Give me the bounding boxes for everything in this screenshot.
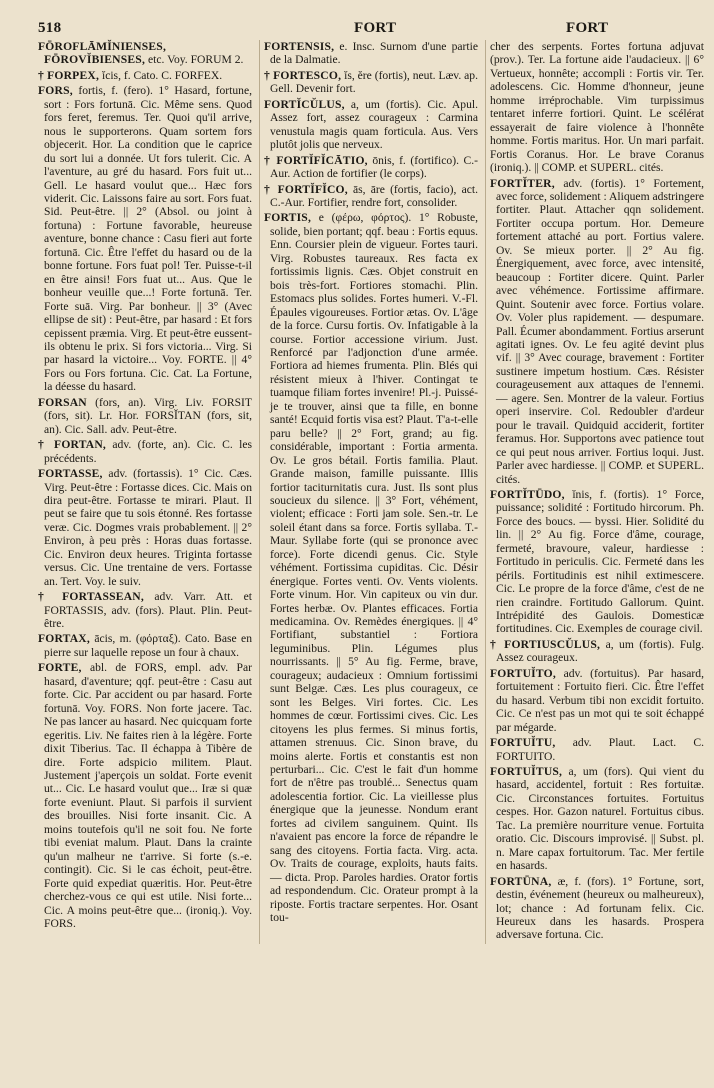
entry-headword: FORTIS,: [264, 211, 312, 225]
entry-text: a, um (fors). Qui vient du hasard, accidentel, fortuit : Res fortuitæ. Cic. Circonstances fortuites. Fortuitus cespes. Hor. Gazon naturel. Fortuitus cibus. Tac. La première nourriture venue. Fortuita oratio. Cic. Discours improvisé. || Subst. pl. n. Mare capax fortuitorum. Tac. Mer fertile en hasards.: [496, 765, 705, 873]
entry-text: adv. Varr. Att. et FORTASSIS, adv. (fors). Plaut. Plin. Peut-être.: [44, 590, 252, 631]
column-right: [485, 40, 704, 944]
entry-text: adv. (fortuitus). Par hasard, fortuitement : Fortuito fieri. Cic. Être l'effet du hasard. Verbum tibi non excidit fortuito. Cic. Ce n'est pas un mot qui te soit échappé par mégarde.: [496, 666, 704, 734]
entry-headword: FORS,: [38, 84, 73, 98]
dictionary-entry: [490, 177, 704, 486]
entry-text: adv. Plaut. Lact. C. FORTUITO.: [496, 736, 704, 763]
entry-text: ĭs, ĕre (fortis), neut. Læv. ap. Gell. Devenir fort.: [270, 68, 478, 96]
entry-headword: FORTĬCŬLUS,: [264, 97, 345, 111]
entry-headword: FORTŪNA,: [490, 874, 552, 888]
entry-headword: FORTĬTŪDO,: [490, 487, 565, 501]
entry-headword: FORSAN: [38, 395, 87, 409]
entry-text: a, um (fortis). Fulg. Assez courageux.: [496, 637, 704, 665]
dictionary-entry: [490, 667, 704, 734]
entry-text: adv. (forte, an). Cic. C. les précédents.: [44, 438, 253, 465]
entry-headword: † FORTASSEAN,: [38, 590, 144, 604]
entry-headword: FORTUĬTUS,: [490, 765, 563, 779]
entry-text: a, um (fortis). Cic. Apul. Assez fort, assez courageux : Carmina venustula magis quam forticula. Aus. Vers plutôt jolis que nerveux.: [270, 97, 478, 152]
entry-headword: FORTASSE,: [38, 467, 103, 481]
entry-text: æ, f. (fors). 1° Fortune, sort, destin, événement (heureux ou malheureux), lot; chance : Ad fortunam felix. Cic. Heureux dans les hasards. Prospera adversave fortuna. Cic.: [496, 874, 704, 942]
dictionary-entry: [38, 396, 252, 436]
entry-text: abl. de FORS, empl. adv. Par hasard, d'aventure; qqf. peut-être : Casu aut forte. Cic. Par accident ou par hasard. Forte fortunā. Voy. FORS. Non forte jacere. Tac. Ne pas lancer au hasard. Nec quicquam forte egeritis. Liv. Ne faites rien à la légère. Forte dixit Tiberius. Tac. Il échappa à Tibère de dire. Forte adspicio militem. Plaut. Justement j'aperçois un soldat. Forte evenit ut... Cic. Le hasard voulut que... Iræ si quæ forte eveniunt. Plaut. Si parfois il survient des brouilles. Nisi forte insanit. Cic. A moins toutefois qu'il ne soit fou. Ne forte tibi eveniat malum. Plaut. Dans la crainte qu'un malheur ne t'arrive. Si forte (s.-e. contingit). Cic. Si le cas échoit, peut-être. Forte quid expediat quæritis. Hor. Peut-être cherchez-vous ce qui est utile. Nisi forte... Cic. A moins peut-être que... (ironiq.). Voy. FORS.: [44, 661, 252, 930]
entry-text: (fors, an). Virg. Liv. FORSIT (fors, sit). Lr. Hor. FORSĬTAN (fors, sit, an). Cic. Sall. adv. Peut-être.: [44, 395, 252, 436]
entry-text: ācis, m. (φόρταξ). Cato. Base en pierre sur laquelle repose un four à chaux.: [44, 632, 252, 659]
entry-text: ās, āre (fortis, facio), act. C.-Aur. Fortifier, rendre fort, consolider.: [270, 182, 478, 209]
dictionary-entry: [38, 467, 252, 588]
dictionary-entry: [490, 40, 704, 175]
dictionary-entry: [490, 736, 704, 763]
running-head-right: FORT: [566, 20, 609, 36]
entry-text: e. Insc. Surnom d'une partie de la Dalmatie.: [270, 40, 478, 67]
dictionary-entry: [38, 84, 252, 393]
dictionary-entry: [264, 40, 478, 67]
running-head-left: FORT: [354, 20, 397, 36]
dictionary-entry: [264, 183, 478, 210]
entry-headword: FORTUĬTU,: [490, 736, 556, 750]
column-left: [38, 40, 252, 944]
entry-headword: † FORPEX,: [38, 68, 100, 82]
page-number: 518: [38, 20, 62, 36]
entry-headword: † FORTIUSCŬLUS,: [490, 637, 601, 651]
dictionary-entry: [38, 438, 252, 465]
dictionary-entry: [38, 40, 252, 67]
entry-text: ĭnis, f. (fortis). 1° Force, puissance; solidité : Fortitudo hircorum. Ph. Force des boucs. — byssi. Hier. Solidité du lin. || 2° Au fig. Force d'âme, courage, fermeté, bravoure, valeur, hardiesse : Fortitudo in periculis. Cic. Fermeté dans les périls. Fortitudinis est nihil extimescere. Cic. Le propre de la force d'âme, c'est de ne rien craindre. Fortitudo Gallorum. Quint. Intrépidité des Gaulois. Domesticæ fortitudines. Cic. Exemples de courage civil.: [496, 487, 704, 636]
entry-text: adv. (fortassis). 1° Cic. Cæs. Virg. Peut-être : Fortasse dices. Cic. Mais on dira peut-être. Fortasse te mirari. Plaut. Il peut se faire que tu sois étonné. Res fortasse veræ. Cic. Dogmes vrais probablement. || 2° Environ, à peu près : Horas duas fortasse. Cic. Environ deux heures. Triginta fortasse versus. Cic. Une trentaine de vers. Fortasse an. Tert. Voy. le suiv.: [44, 467, 252, 588]
entry-text: ĭcis, f. Cato. C. FORFEX.: [101, 68, 223, 82]
entry-headword: † FORTĬFĬCĀTIO,: [264, 153, 368, 167]
entry-text: etc. Voy. FORUM 2.: [147, 53, 244, 67]
dictionary-entry: [264, 211, 478, 924]
dictionary-entry: [264, 98, 478, 152]
dictionary-entry: [490, 488, 704, 636]
dictionary-entry: [38, 661, 252, 930]
entry-text: fortis, f. (fero). 1° Hasard, fortune, sort : Fors fortunā. Cic. Même sens. Quod fors feret, feremus. Ter. Quoi qu'il arrive, nous le supporterons. Quam sortem fors objecerit. Hor. La condition que le caprice du sort lui a donnée. Ut fors tulerit. Cic. A l'aventure, au gré du hasard. Fors fuit ut... Gell. Le hasard voulut que... Hæc fors viderit. Cic. Laissons faire au sort. Fors fuat. Sid. Peut-être. || 2° (Absol. ou joint à fortuna) : Fortune favorable, heureuse aventure, bonne chance : Casu fieri aut forte fortunā. Cic. Être l'effet du hasard ou de la bonne fortune. Fors fuat pol! Ter. Puisse-t-il en être ainsi! Fors fuat ut... Aus. Que le bonheur veuille que...! Forte fortunā. Ter. Forte suā. Virg. Par bonheur. || 3° (Avec ellipse de sit) : Peut-être, par hasard : Et fors cepissent præmia. Virg. Et peut-être eussent-ils obtenu le prix. Si fors victoria... Virg. Si par hasard la victoire... Voy. FORTE. || 4° Fors ou Fors fortuna. Cic. Cat. La Fortune, la déesse du hasard.: [44, 84, 253, 394]
entry-headword: FORTĬTER,: [490, 176, 555, 190]
entry-headword: FORTE,: [38, 661, 82, 675]
dictionary-entry: [38, 632, 252, 659]
entry-headword: FORTAX,: [38, 632, 90, 646]
entry-headword: † FORTĬFĬCO,: [264, 182, 348, 196]
dictionary-entry: [38, 69, 252, 82]
entry-text: ōnis, f. (fortifico). C.-Aur. Action de fortifier (le corps).: [270, 153, 478, 181]
dictionary-entry: [490, 638, 704, 665]
dictionary-entry: [264, 154, 478, 181]
entry-text: e (φέρω, φόρτος). 1° Robuste, solide, bien portant; qqf. beau : Fortis equus. Enn. Coursier plein de vigueur. Fortes tauri. Virg. Robustes taureaux. Res facta ex fortissimis lignis. Cæs. Objet construit en bois très-fort. Fortiores stomachi. Plin. Estomacs plus solides. Fortes humeri. V.-Fl. Épaules vigoureuses. Fortior ætas. Ov. L'âge de la force. Cursu fortis. Ov. Infatigable à la course. Fortior accessione virium. Just. Renforcé par l'adjonction d'une armée. Fortiora ad hiemes frumenta. Plin. Blés qui résistent mieux à l'hiver. Contingat te tuamque filiam fortes invenire! Pl.-j. Puissé-je te trouver, ainsi que ta fille, en bonne santé! Ecquid fortis visa est? Plaut. T'a-t-elle paru belle? || 2° Fort, grand; au fig. considérable, important : Fortia armenta. Ov. Le gros bétail. Fortis familia. Plaut. Grande maison, famille puissante. Illis fortior taciturnitatis cura. Just. Ils sont plus soucieux du silence. || 3° Fort, véhément, violent; efficace : Forti jam sole. Sen.-tr. Le soleil étant dans sa force. Fortis syllaba. T.-Maur. Syllabe forte (qui se prononce avec force). Forte dicendi genus. Cic. Style véhément. Fortissima cupiditas. Cic. Désir énergique. Fortes venti. Ov. Vents violents. Forte vinum. Hor. Vin capiteux ou vin dur. Fortes herbæ. Ov. Plantes efficaces. Fortia medicamina. Ov. Remèdes énergiques. || 4° Fortifiant, substantiel : Fortiora leguminibus. Plin. Légumes plus nourrissants. || 5° Au fig. Ferme, brave, courageux; audacieux : Omnium fortissimi sunt Belgæ. Cæs. Les plus courageux, ce sont les Belges. Viri fortes. Cic. Les hommes de cœur. Fortissimi cives. Cic. Les citoyens les plus fermes. Si minus fortis, attamen strenuus. Cic. Sinon brave, du moins alerte. Fortis et constantis est non perturbari... Cic. C'est le fait d'un homme fort de n'être pas troublé... Senectus quam adolescentia fortior. Cic. La vieillesse plus énergique que la jeunesse. Nondum erant fortes ad civilem sanguinem. Quint. Ils n'avaient pas encore la force de répandre le sang des citoyens. Fortia facta. Virg. acta. Ov. Traits de courage, exploits, hauts faits. — dicta. Prop. Paroles hardies. Orator fortis ad respondendum. Cic. Orateur prompt à la riposte. Fortis tractare serpentes. Hor. Osant tou-: [270, 211, 478, 924]
entry-headword: † FORTAN,: [38, 438, 107, 452]
dictionary-entry: [264, 69, 478, 96]
dictionary-entry: [38, 590, 252, 630]
text-columns: [38, 40, 704, 944]
entry-headword: † FORTESCO,: [264, 68, 342, 82]
entry-text: cher des serpents. Fortes fortuna adjuvat (prov.). Ter. La fortune aide l'audacieux. || 6° Vertueux, honnête; accompli : Fortis vir. Ter. adolescens. Cic. Homme d'honneur, jeune homme irréprochable. Vim turpissimus tentaret inferre fortiori. Quint. Le scélérat essayerait de faire violence à l'honnête homme. Fortis maritus. Hor. Un mari parfait. Fortis Coranus. Hor. Le brave Coranus (ironiq.). || COMP. et SUPERL. cités.: [490, 40, 704, 175]
entry-headword: FORTUĬTO,: [490, 666, 556, 680]
entry-text: adv. (fortis). 1° Fortement, avec force, solidement : Aliquem adstringere fortiter. Plaut. Attacher qqn solidement. Fortiter occupa portum. Hor. Demeure fortement attaché au port. Fortius valere. Ov. Se mieux porter. || 2° Au fig. Énergiquement, avec force, avec intensité, beaucoup : Fortiter dicere. Quint. Parler avec véhémence. Fortissime affirmare. Quint. Soutenir avec force. Fortius volare. Ov. Voler plus rapidement. — despumare. Pall. Écumer abondamment. Fortius arserunt agitati ignes. Ov. Le feu agité devint plus vif. || 3° Avec courage, bravement : Fortiter sustinere impetum hostium. Cæs. Résister courageusement aux attaques de l'ennemi. — agere. Sen. Montrer de la valeur. Fortius operi inservire. Col. Redoubler d'ardeur pour le travail. Quidquid acciderit, fortiter feramus. Hor. Supportons avec patience tout ce qui peut nous arriver. Fortius loqui. Just. Parler avec hardiesse. || COMP. et SUPERL. cités.: [496, 176, 704, 486]
column-middle: [259, 40, 478, 944]
dictionary-entry: [490, 765, 704, 873]
page-header: [38, 10, 704, 40]
entry-headword: FORTENSIS,: [264, 40, 335, 53]
entry-headword: FŌROFLĀMĬNIENSES, FŌROVĬBIENSES,: [38, 40, 167, 67]
dictionary-entry: [490, 875, 704, 942]
